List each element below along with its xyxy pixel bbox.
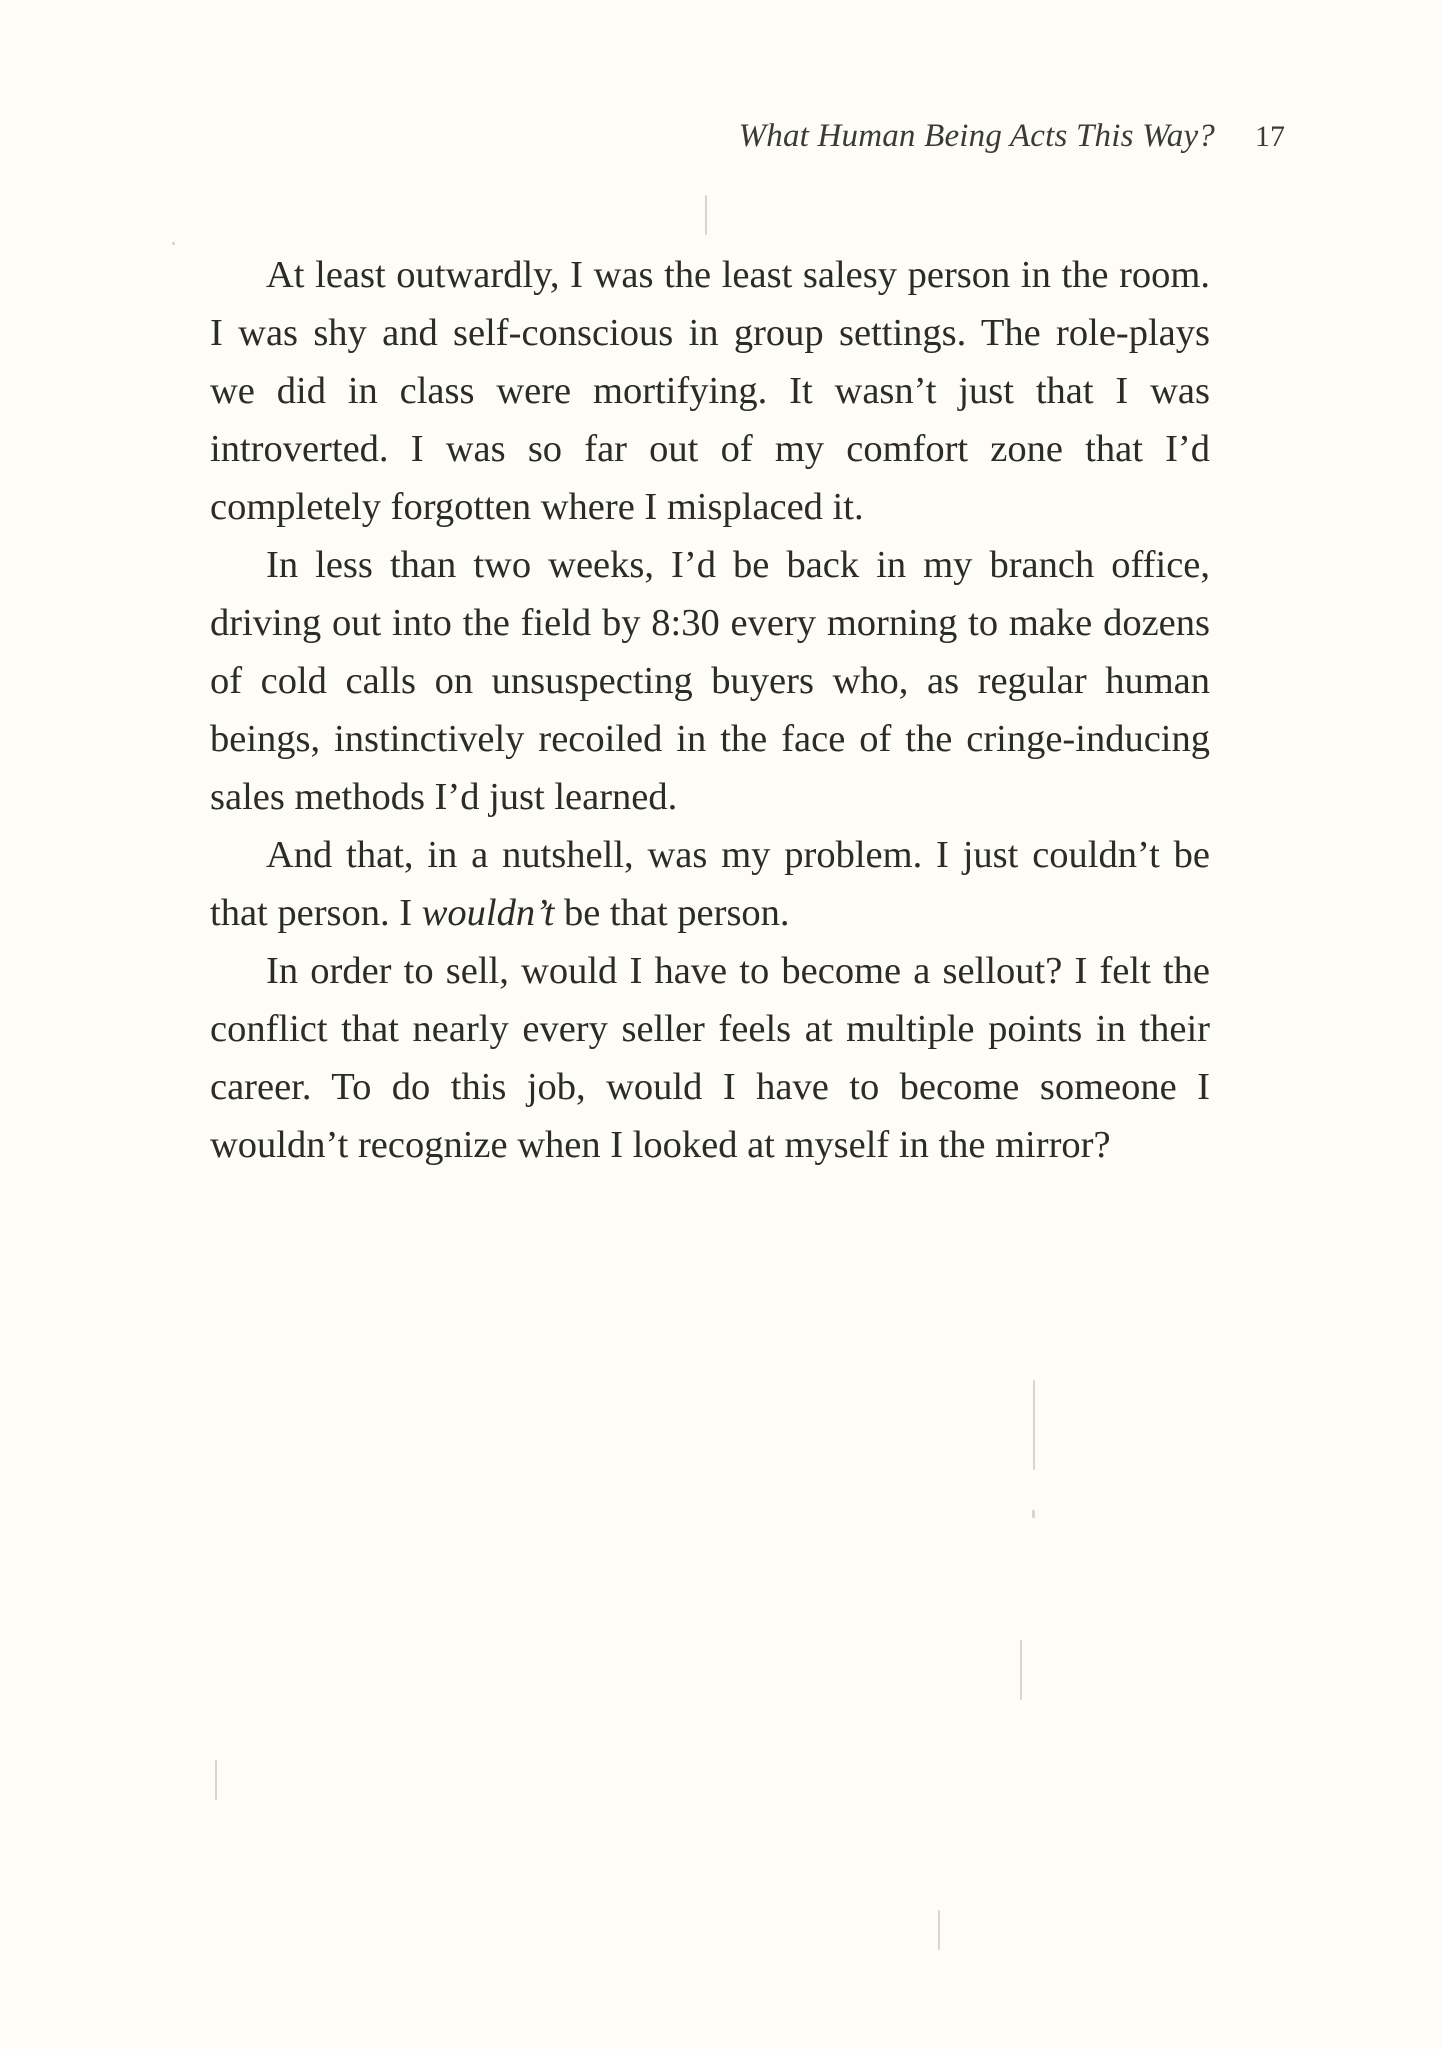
scan-mark <box>1033 1380 1035 1470</box>
running-title: What Human Being Acts This Way? <box>738 118 1215 154</box>
scan-mark <box>1032 1510 1035 1518</box>
scan-mark <box>172 242 175 245</box>
paragraph-text: be that person. <box>554 892 790 934</box>
running-head <box>0 118 1285 155</box>
scan-mark <box>1020 1640 1022 1700</box>
scan-mark <box>938 1910 940 1950</box>
paragraph: In less than two weeks, I’d be back in my branch office, driving out into the field by 8:30 every morning to make dozens of cold calls on unsuspecting buyers who, as regular human beings, instinctively recoiled in the face of the cringe-inducing sales methods I’d just learned. <box>210 544 1210 818</box>
paragraph <box>210 826 1210 942</box>
scan-mark <box>215 1760 217 1800</box>
emphasis-text: wouldn’t <box>421 892 555 934</box>
paragraph: In order to sell, would I have to become a sellout? I felt the conflict that nearly every seller feels at multiple points in their career. To do this job, would I have to become someone I wouldn’t recognize when I looked at myself in the mirror? <box>210 950 1210 1166</box>
paragraph: At least outwardly, I was the least salesy person in the room. I was shy and self-conscious in group settings. The role-plays we did in class were mortifying. It wasn’t just that I was introverted. I was so far out of my comfort zone that I’d completely forgotten where I misplaced it. <box>210 254 1210 528</box>
paragraph-text: And that, in a nutshell, was my problem. I just couldn’t be that person. I <box>210 834 1210 934</box>
page-number: 17 <box>1255 120 1285 153</box>
body-text <box>210 246 1210 1174</box>
scan-mark <box>705 195 707 235</box>
